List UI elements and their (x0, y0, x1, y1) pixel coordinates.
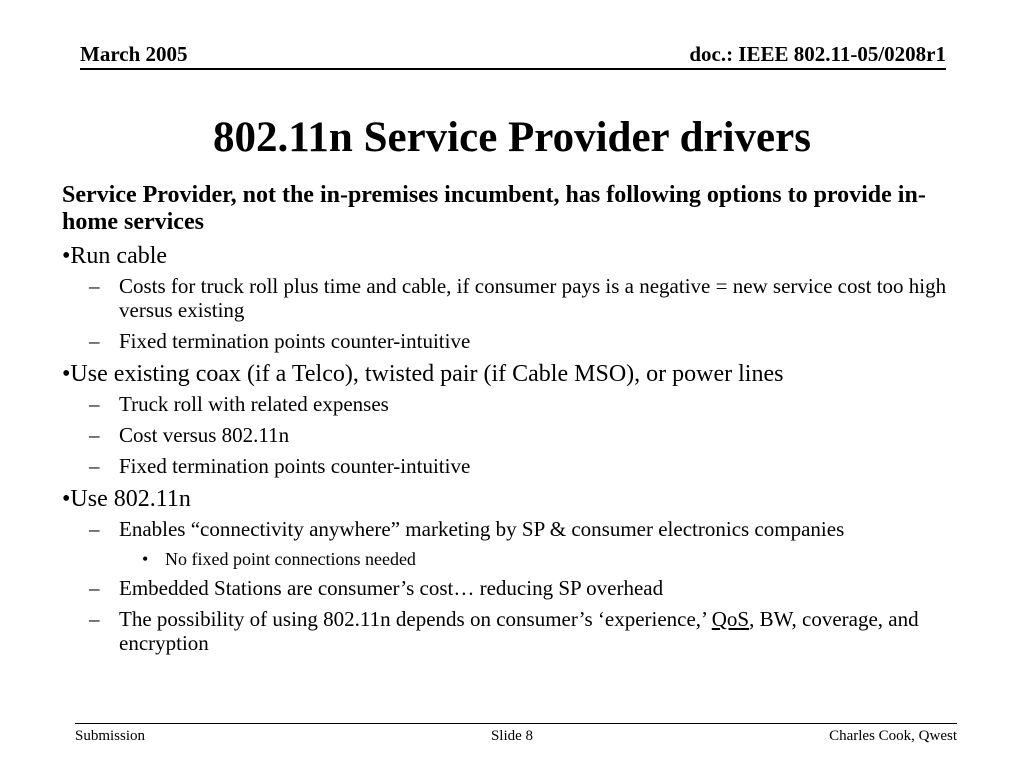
lead-text: Service Provider, not the in-premises incumbent, has following options to provide in-home services (62, 182, 926, 235)
dash-glyph: – (89, 423, 100, 447)
footer-author: Charles Cook, Qwest (829, 728, 957, 744)
sub-item-text: Embedded Stations are consumer’s cost… reducing SP overhead (119, 576, 664, 600)
footer-submission: Submission (75, 728, 146, 744)
sub-item-text: Cost versus 802.11n (119, 423, 290, 447)
sub-sub-item-text: No fixed point connections needed (165, 549, 416, 569)
qos-link[interactable]: QoS (711, 607, 750, 631)
sub-item (62, 607, 954, 655)
bullet-text: Use existing coax (if a Telco), twisted pair (if Cable MSO), or power lines (70, 361, 784, 387)
sub-item-text-before: The possibility of using 802.11n depends on consumer’s ‘experience,’ (119, 607, 712, 631)
dash-glyph: – (89, 576, 100, 600)
dash-glyph: – (89, 517, 100, 541)
sub-item-text-after: , BW, coverage, and encryption (119, 607, 919, 655)
sub-item (62, 423, 954, 447)
sub-item-text: Costs for truck roll plus time and cable, if consumer pays is a negative = new service cost too high versus existing (119, 274, 947, 322)
bullet-existing-wiring (62, 360, 962, 388)
dash-glyph: – (89, 454, 100, 478)
sub-item-text: Enables “connectivity anywhere” marketing by SP & consumer electronics companies (119, 517, 845, 541)
sub-item-text: Fixed termination points counter-intuitive (119, 454, 471, 478)
header-divider (80, 68, 946, 70)
sub-item (62, 517, 954, 541)
footer-slide-number: Slide 8 (490, 728, 534, 744)
dash-glyph: – (89, 274, 100, 298)
bullet-use-80211n (62, 485, 962, 513)
header-doc-id: doc.: IEEE 802.11-05/0208r1 (689, 42, 946, 66)
sub-item-text: Truck roll with related expenses (119, 392, 389, 416)
bullet-run-cable (62, 242, 962, 270)
bullet-glyph: • (62, 361, 71, 387)
bullet-text: Run cable (70, 243, 168, 269)
bullet-glyph: • (62, 243, 71, 269)
dash-glyph: – (89, 607, 100, 631)
slide-body (62, 182, 962, 662)
sub-item-text: Fixed termination points counter-intuitive (119, 329, 471, 353)
dash-glyph: – (89, 329, 100, 353)
sub-item (62, 576, 954, 600)
sub-item (62, 329, 954, 353)
slide-title: 802.11n Service Provider drivers (213, 114, 811, 161)
bullet-text: Use 802.11n (70, 486, 191, 512)
sub-item (62, 454, 954, 478)
dash-glyph: – (89, 392, 100, 416)
sub-sub-item (62, 548, 962, 570)
footer-divider (75, 723, 957, 724)
header-date: March 2005 (80, 42, 188, 66)
dot-glyph: • (142, 549, 149, 569)
sub-item (62, 274, 954, 322)
bullet-glyph: • (62, 486, 71, 512)
sub-item (62, 392, 954, 416)
